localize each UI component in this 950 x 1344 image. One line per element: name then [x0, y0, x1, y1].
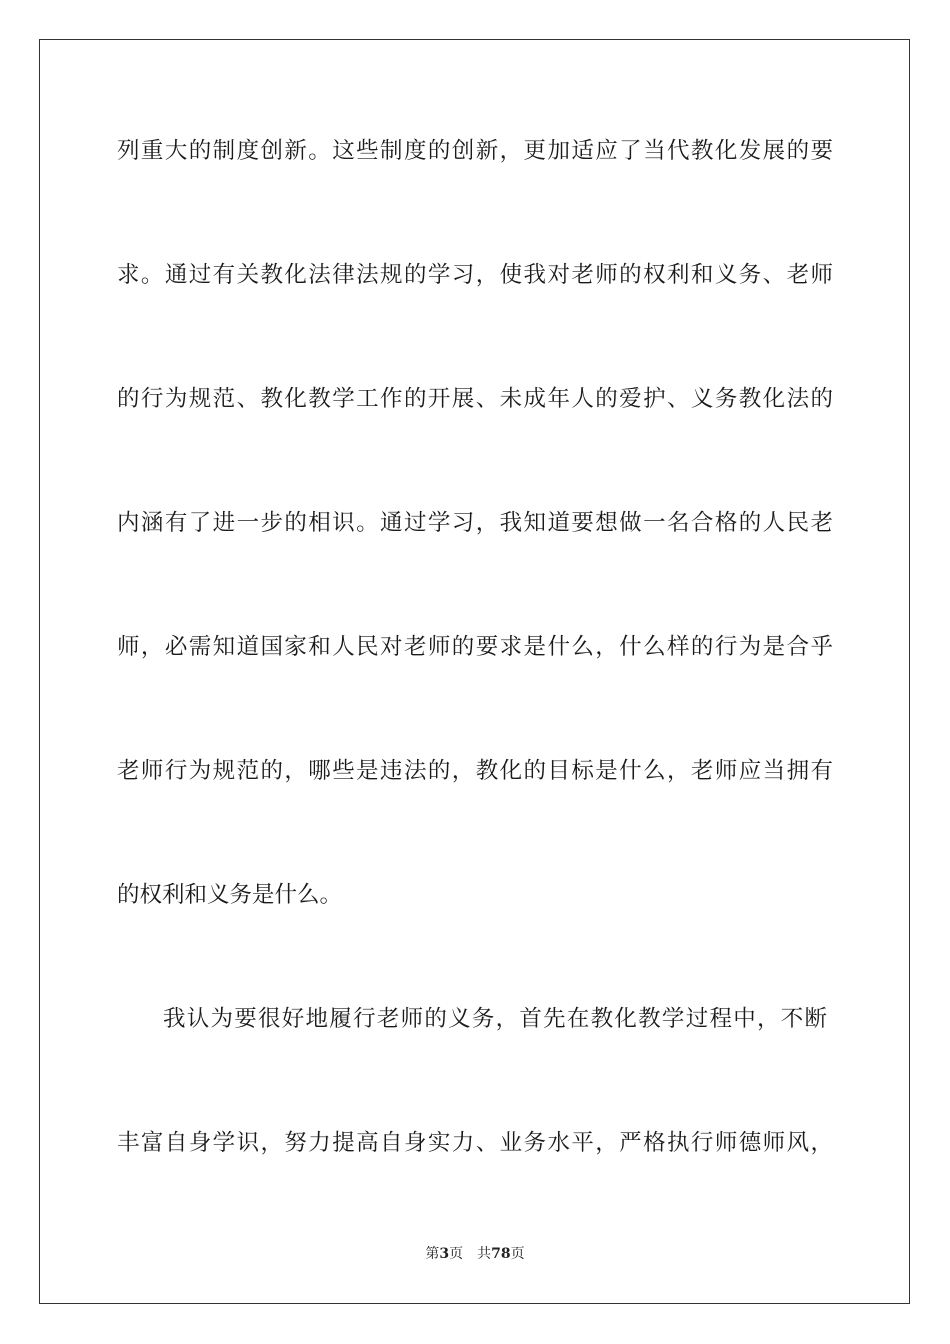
- text-line: 的权利和义务是什么。: [117, 882, 343, 908]
- page-prefix: 第: [425, 1246, 440, 1262]
- text-line: 丰富自身学识，努力提高自身实力、业务水平，严格执行师德师风，: [117, 1130, 833, 1156]
- text-line: 内涵有了进一步的相识。通过学习，我知道要想做一名合格的人民老: [117, 510, 833, 536]
- text-line: 师，必需知道国家和人民对老师的要求是什么，什么样的行为是合乎: [117, 634, 833, 660]
- page-border: [39, 39, 910, 1304]
- page-suffix: 页: [449, 1246, 464, 1262]
- text-line: 求。通过有关教化法律法规的学习，使我对老师的权利和义务、老师: [117, 262, 833, 288]
- total-suffix: 页: [510, 1246, 525, 1262]
- text-line: 老师行为规范的，哪些是违法的，教化的目标是什么，老师应当拥有: [117, 758, 833, 784]
- page-footer: [0, 1245, 950, 1263]
- text-line: 的行为规范、教化教学工作的开展、未成年人的爱护、义务教化法的: [117, 386, 833, 412]
- total-prefix: 共: [477, 1246, 492, 1262]
- total-pages: 78: [491, 1246, 511, 1262]
- page-number: 3: [439, 1246, 450, 1262]
- text-line: 我认为要很好地履行老师的义务，首先在教化教学过程中，不断: [163, 1006, 827, 1032]
- text-line: 列重大的制度创新。这些制度的创新，更加适应了当代教化发展的要: [117, 138, 833, 164]
